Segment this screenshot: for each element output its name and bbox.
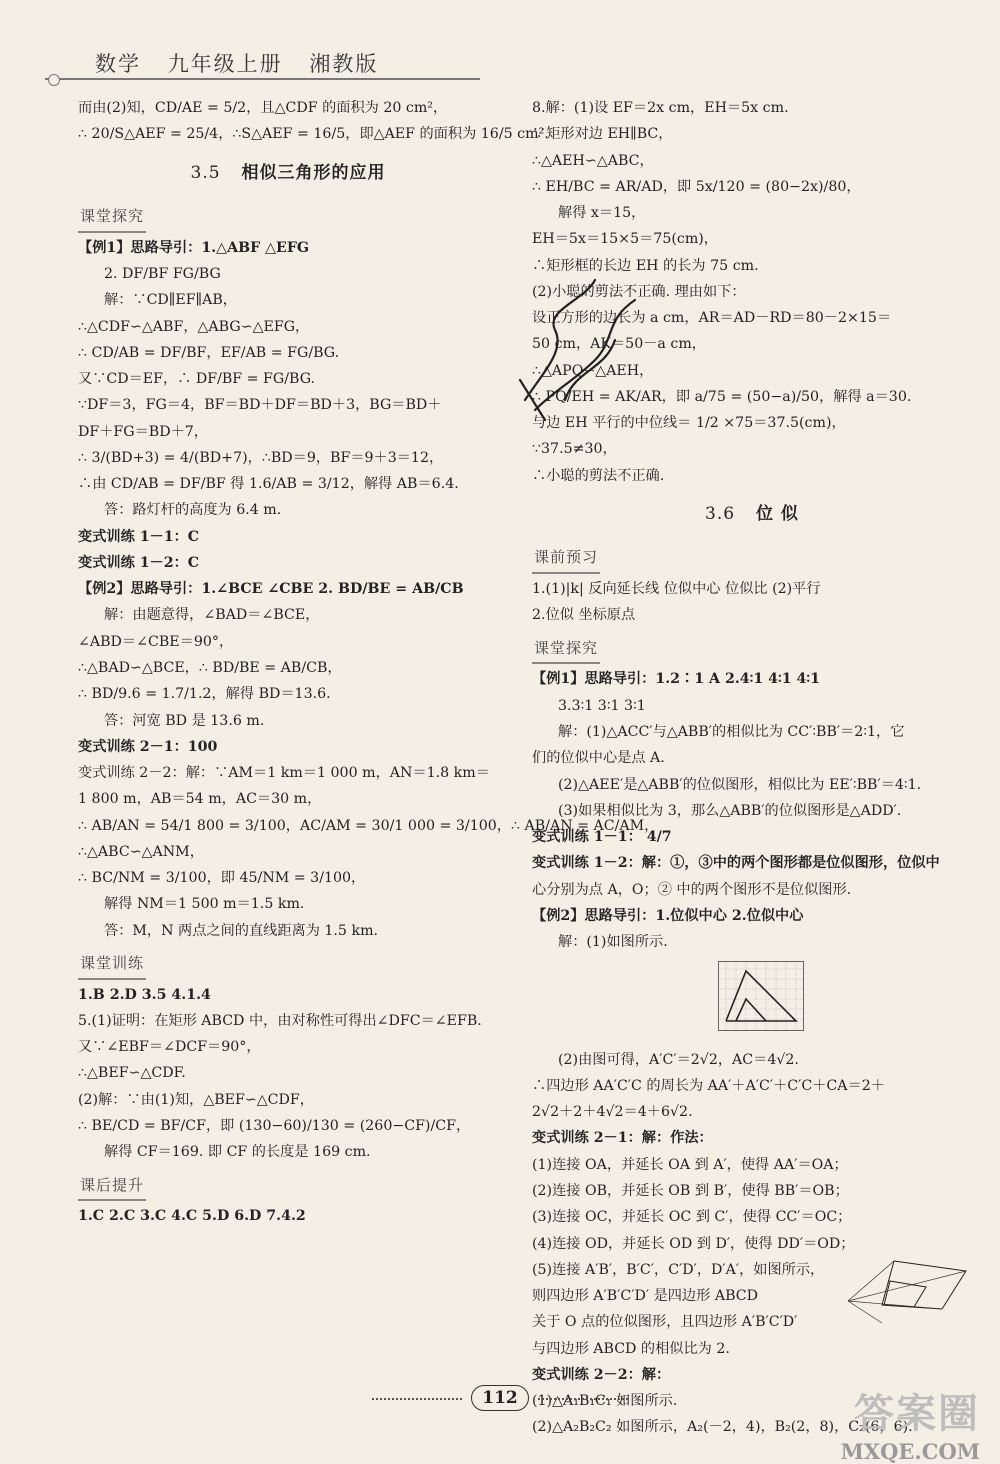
subsection-badge: 课堂探究 — [532, 635, 600, 665]
text-line: DF＋FG＝BD＋7， — [78, 423, 208, 440]
text-line: 则四边形 A′B′C′D′ 是四边形 ABCD — [532, 1288, 758, 1305]
text-line: 变式训练 2－1：解：作法： — [532, 1130, 713, 1147]
subsection-badge: 课前预习 — [532, 544, 600, 574]
site-watermark — [841, 1382, 980, 1464]
text-line: ∴△APQ∽△AEH， — [532, 362, 654, 379]
text-line: 5.(1)证明：在矩形 ABCD 中，由对称性可得出∠DFC＝∠EFB. — [78, 1012, 482, 1029]
text-line: 变式训练 2－2：解： — [532, 1366, 671, 1383]
text-line: 解得 CF＝169. 即 CF 的长度是 169 cm. — [104, 1144, 371, 1161]
text-line: 解：(1)如图所示. — [558, 934, 668, 951]
quad-figure-block — [532, 1257, 972, 1362]
section-number: 3.6 — [705, 503, 736, 524]
text-line: 【例1】思路导引：1.△ABF △EFG — [78, 239, 310, 256]
text-line: ∵37.5≠30， — [532, 441, 617, 458]
text-line: 1 800 m，AB＝54 m，AC＝30 m， — [78, 791, 322, 808]
footer-dotted-rule — [538, 1398, 628, 1400]
text-line: 【例1】思路导引：1.2∶1 A 2.4∶1 4∶1 4∶1 — [532, 671, 820, 688]
handwritten-annotation-scribble — [505, 250, 655, 430]
text-line: 解：由题意得，∠BAD＝∠BCE， — [104, 607, 320, 624]
text-line: (2)小聪的剪法不正确. 理由如下： — [532, 283, 746, 300]
text-line: ∴△AEH∽△ABC， — [532, 152, 654, 169]
text-line: 答：河宽 BD 是 13.6 m. — [104, 712, 265, 729]
text-line: ∴ CD/AB = DF/BF，EF/AB = FG/BG. — [78, 344, 340, 361]
text-line: EH＝5x＝15×5＝75(cm)， — [532, 231, 718, 248]
homothety-quadrilateral-figure — [842, 1257, 972, 1327]
text-line: 2√2＋2＋4√2＝4＋6√2. — [532, 1104, 693, 1121]
text-line: ∴△ABC∽△ANM， — [78, 843, 204, 860]
text-line: (2)解：∵由(1)知，△BEF∽△CDF， — [78, 1091, 314, 1108]
footer-dotted-rule — [372, 1398, 462, 1400]
text-line: ∴矩形框的长边 EH 的长为 75 cm. — [532, 257, 759, 274]
text-line: (4)连接 OD，并延长 OD 到 D′，使得 DD′＝OD； — [532, 1235, 855, 1252]
subsection-badge: 课堂训练 — [78, 950, 146, 980]
text-line: ∴ EH/BC = AR/AD，即 5x/120 = (80−2x)/80， — [532, 178, 861, 195]
text-line: ∴ PQ/EH = AK/AR，即 a/75 = (50−a)/50，解得 a＝30. — [532, 388, 912, 405]
text-line: ∴小聪的剪法不正确. — [532, 467, 665, 484]
text-line: ∴ AB/AN = 54/1 800 = 3/100，AC/AM = 30/1 000 = 3/100，∴ AB/AN = AC/AM， — [78, 817, 659, 834]
text-line: ∴△CDF∽△ABF，△ABG∽△EFG， — [78, 318, 310, 335]
text-line: (2)△AEE′是△ABB′的位似图形，相似比为 EE′∶BB′＝4∶1. — [558, 776, 922, 793]
text-line: 们的位似中心是点 A. — [532, 750, 665, 767]
text-line: (2)由图可得，A′C′＝2√2，AC＝4√2. — [558, 1051, 799, 1068]
text-line: 变式训练 1－1： 4/7 — [532, 829, 672, 846]
text-line: 变式训练 2－2：解：∵AM＝1 km＝1 000 m，AN＝1.8 km＝ — [78, 765, 490, 782]
watermark-url: MXQE.COM — [840, 1439, 980, 1464]
text-line: 1.B 2.D 3.5 4.1.4 — [78, 986, 211, 1003]
text-line: (2)连接 OB，并延长 OB 到 B′，使得 BB′＝OB； — [532, 1182, 849, 1199]
header-ornament — [48, 74, 60, 86]
section-number: 3.5 — [190, 162, 221, 183]
section-heading — [78, 158, 498, 189]
text-line: 解得 x＝15， — [558, 205, 646, 222]
text-line: ∴ 20/S△AEF = 25/4，∴S△AEF = 16/5，即△AEF 的面积为 16/5 cm². — [78, 126, 549, 143]
text-line: 关于 O 点的位似图形，且四边形 A′B′C′D′ — [532, 1314, 798, 1331]
header-subject: 数学 — [95, 52, 141, 76]
section-heading — [532, 499, 972, 530]
text-line: 而由(2)知，CD/AE = 5/2，且△CDF 的面积为 20 cm²， — [78, 100, 448, 116]
text-line: 变式训练 1－1：C — [78, 528, 200, 545]
grid-triangle-figure — [718, 961, 804, 1031]
text-line: ∴ 3/(BD+3) = 4/(BD+7)，∴BD＝9，BF＝9＋3＝12， — [78, 449, 444, 466]
running-header — [95, 48, 396, 78]
text-line: ∴△BEF∽△CDF. — [78, 1065, 186, 1082]
text-line: ∴ BC/NM = 3/100，即 45/NM = 3/100， — [78, 870, 366, 887]
text-line: 答：M，N 两点之间的直线距离为 1.5 km. — [104, 922, 379, 939]
text-line: 变式训练 1－2：解：①，③中的两个图形都是位似图形，位似中 — [532, 855, 940, 872]
text-line: ∴由 CD/AB = DF/BF 得 1.6/AB = 3/12，解得 AB＝6.4. — [78, 476, 459, 493]
text-line: 设正方形的边长为 a cm，AR＝AD－RD＝80－2×15＝ — [532, 310, 892, 327]
text-line: 8.解：(1)设 EF＝2x cm，EH＝5x cm. — [532, 100, 789, 116]
text-line: 变式训练 2－1：100 — [78, 738, 218, 755]
header-rule — [45, 78, 480, 80]
subsection-badge: 课堂探究 — [78, 203, 146, 233]
text-line: ∴四边形 AA′C′C 的周长为 AA′＋A′C′＋C′C＋CA＝2＋ — [532, 1077, 885, 1094]
text-line: ∴ BE/CD = BF/CF，即 (130−60)/130 = (260−CF)/CF， — [78, 1117, 471, 1134]
text-line: 与边 EH 平行的中位线＝ 1/2 ×75＝37.5(cm)， — [532, 415, 846, 432]
section-title: 位 似 — [756, 503, 799, 524]
text-line: (5)连接 A′B′，B′C′，C′D′，D′A′，如图所示， — [532, 1261, 825, 1278]
watermark-logo-text: 答案圈 — [854, 1390, 980, 1437]
text-line: ∴△BAD∽△BCE，∴ BD/BE = AB/CB， — [78, 659, 342, 676]
text-line: 2. DF/BF FG/BG — [104, 265, 221, 282]
text-line: (1)△A₁B₁C₁ 如图所示. — [532, 1393, 678, 1410]
text-line: ∠ABD＝∠CBE＝90°， — [78, 633, 234, 650]
text-line: (3)如果相似比为 3，那么△ABB′的位似图形是△ADD′. — [558, 802, 902, 819]
text-line: 解：(1)△ACC′与△ABB′的相似比为 CC′∶BB′＝2∶1，它 — [558, 723, 905, 740]
text-line: 1.C 2.C 3.C 4.C 5.D 6.D 7.4.2 — [78, 1208, 306, 1225]
header-edition: 湘教版 — [309, 52, 379, 76]
page-number: 112 — [471, 1385, 529, 1411]
text-line: 50 cm，AK＝50－a cm， — [532, 336, 706, 353]
section-title: 相似三角形的应用 — [241, 162, 386, 183]
text-line: 又∵CD＝EF，∴ DF/BF = FG/BG. — [78, 371, 316, 388]
text-line: 解得 NM＝1 500 m＝1.5 km. — [104, 896, 305, 913]
text-line: 【例2】思路导引：1.∠BCE ∠CBE 2. BD/BE = AB/CB — [78, 581, 464, 598]
text-line: 答：路灯杆的高度为 6.4 m. — [104, 502, 282, 519]
text-line: 解：∵CD∥EF∥AB， — [104, 292, 237, 309]
text-line: ∵矩形对边 EH∥BC， — [532, 126, 673, 143]
text-line: ∵DF＝3，FG＝4，BF＝BD＋DF＝BD＋3，BG＝BD＋ — [78, 397, 442, 414]
text-line: (1)连接 OA，并延长 OA 到 A′，使得 AA′＝OA； — [532, 1156, 848, 1173]
text-line: 又∵∠EBF＝∠DCF＝90°， — [78, 1039, 261, 1056]
subsection-badge: 课后提升 — [78, 1172, 146, 1202]
text-line: 3.3∶1 3∶1 3∶1 — [558, 697, 646, 714]
text-line: 2.位似 坐标原点 — [532, 607, 636, 624]
text-line: 【例2】思路导引：1.位似中心 2.位似中心 — [532, 907, 804, 924]
text-line: ∴ BD/9.6 = 1.7/1.2，解得 BD＝13.6. — [78, 686, 331, 703]
text-line: 心分别为点 A，O；② 中的两个图形不是位似图形. — [532, 881, 852, 898]
text-line: 1.(1)|k| 反向延长线 位似中心 位似比 (2)平行 — [532, 581, 821, 598]
text-line: (2)△A₂B₂C₂ 如图所示，A₂(－2，4)，B₂(2，8)，C₂(6，6). — [532, 1419, 913, 1436]
text-line: 与四边形 ABCD 的相似比为 2. — [532, 1340, 730, 1357]
text-line: 变式训练 1－2：C — [78, 554, 200, 571]
text-line: (3)连接 OC，并延长 OC 到 C′，使得 CC′＝OC； — [532, 1209, 852, 1226]
header-grade: 九年级上册 — [167, 52, 283, 76]
